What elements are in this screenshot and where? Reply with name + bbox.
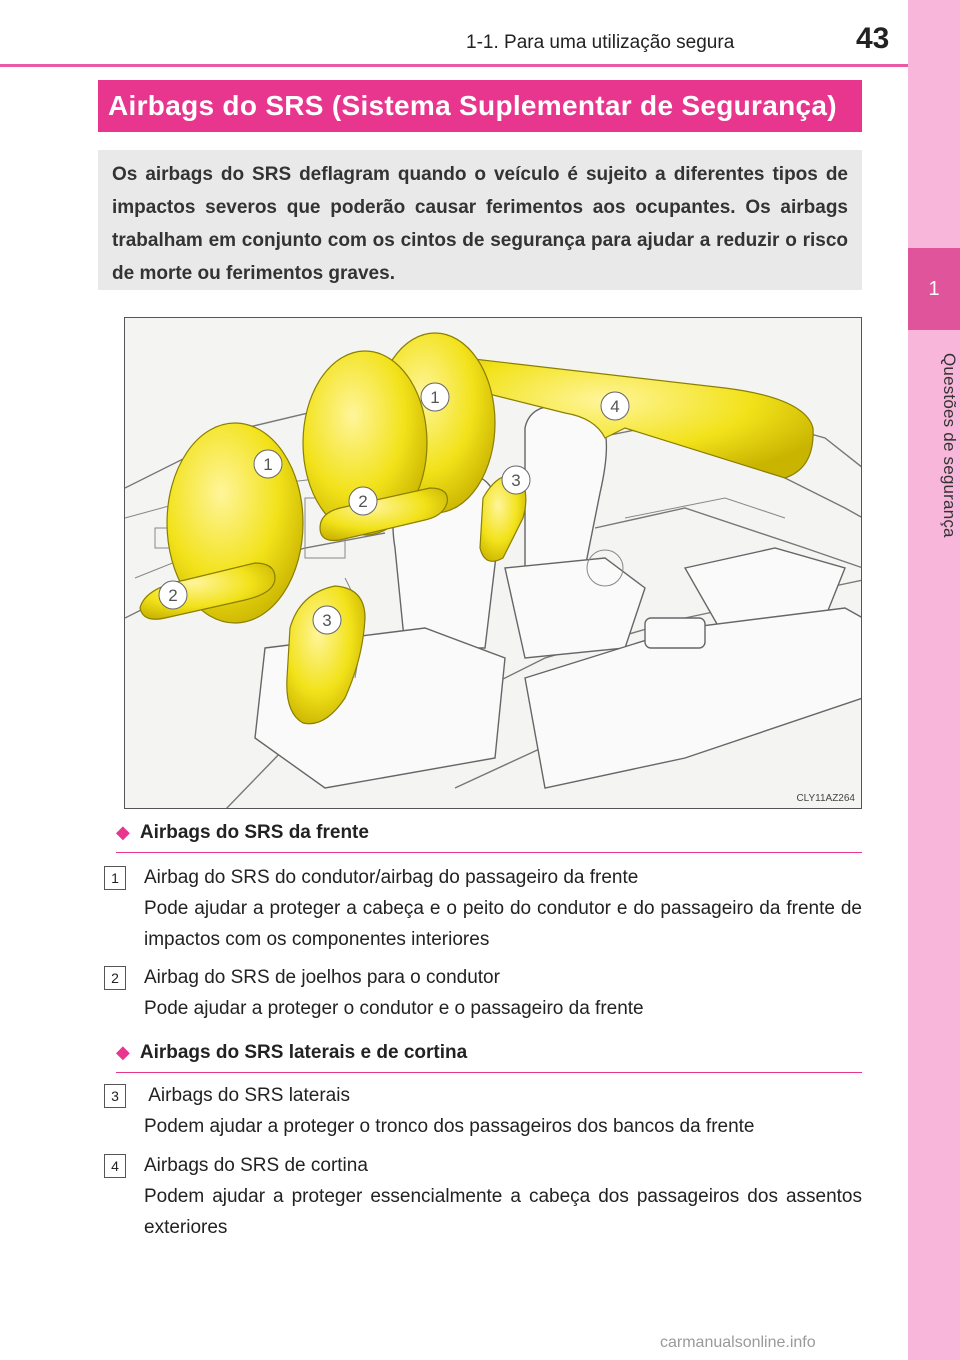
callout-3b — [313, 606, 341, 634]
list-item — [104, 862, 862, 955]
callout-1b — [254, 450, 282, 478]
item-title: Airbag do SRS de joelhos para o condutor — [144, 967, 500, 988]
item-description: Podem ajudar a proteger o tronco dos passageiros dos bancos da frente — [144, 1116, 755, 1137]
car-interior-drawing — [125, 318, 862, 809]
item-description: Podem ajudar a proteger essencialmente a cabeça dos passageiros dos assentos exteriores — [144, 1186, 862, 1238]
item-title: Airbags do SRS laterais — [144, 1085, 350, 1106]
section-heading-side-curtain-airbags — [116, 1042, 862, 1073]
callout-label: 1 — [263, 455, 273, 474]
page-number: 43 — [856, 22, 890, 55]
callout-label: 3 — [511, 471, 521, 490]
callout-3a — [502, 466, 530, 494]
header-section-title: 1-1. Para uma utilização segura — [466, 32, 735, 53]
list-item — [104, 1080, 862, 1142]
curtain-airbag — [465, 358, 813, 478]
callout-4 — [601, 392, 629, 420]
item-title: Airbag do SRS do condutor/airbag do passageiro da frente — [144, 867, 639, 888]
item-description: Pode ajudar a proteger a cabeça e o peito do condutor e do passageiro da frente de impactos com os componentes interiores — [144, 898, 862, 950]
callout-label: 4 — [610, 397, 620, 416]
section-heading-text: Airbags do SRS da frente — [139, 822, 369, 843]
item-number-badge: 2 — [104, 966, 126, 990]
diamond-icon: ◆ — [116, 822, 130, 842]
item-number-badge: 1 — [104, 866, 126, 890]
callout-2a — [349, 487, 377, 515]
header-divider — [0, 64, 908, 67]
airbag-illustration — [124, 317, 862, 809]
diamond-icon: ◆ — [116, 1042, 130, 1062]
chapter-title: Questões de segurança — [940, 352, 959, 538]
callout-label: 2 — [358, 492, 368, 511]
side-tab — [908, 0, 960, 1360]
list-item — [104, 1150, 862, 1243]
item-title: Airbags do SRS de cortina — [144, 1155, 368, 1176]
chapter-number: 1 — [908, 248, 960, 330]
page-title: Airbags do SRS (Sistema Suplementar de Segurança) — [98, 80, 862, 132]
watermark: carmanualsonline.info — [660, 1334, 816, 1351]
list-item — [104, 962, 862, 1024]
callout-label: 2 — [168, 586, 178, 605]
figure-code: CLY11AZ264 — [796, 793, 855, 804]
callout-label: 1 — [430, 388, 440, 407]
callout-2b — [159, 581, 187, 609]
callout-1a — [421, 383, 449, 411]
section-heading-front-airbags — [116, 822, 862, 853]
item-description: Pode ajudar a proteger o condutor e o passageiro da frente — [144, 998, 644, 1019]
callout-label: 3 — [322, 611, 332, 630]
intro-text: Os airbags do SRS deflagram quando o veículo é sujeito a diferentes tipos de impactos severos que poderão causar ferimentos aos ocupantes. Os airbags trabalham em conjunto com os cintos de segurança para ajudar a reduzir o risco de morte ou ferimentos graves. — [98, 150, 862, 290]
item-number-badge: 3 — [104, 1084, 126, 1108]
item-number-badge: 4 — [104, 1154, 126, 1178]
section-heading-text: Airbags do SRS laterais e de cortina — [139, 1042, 468, 1063]
